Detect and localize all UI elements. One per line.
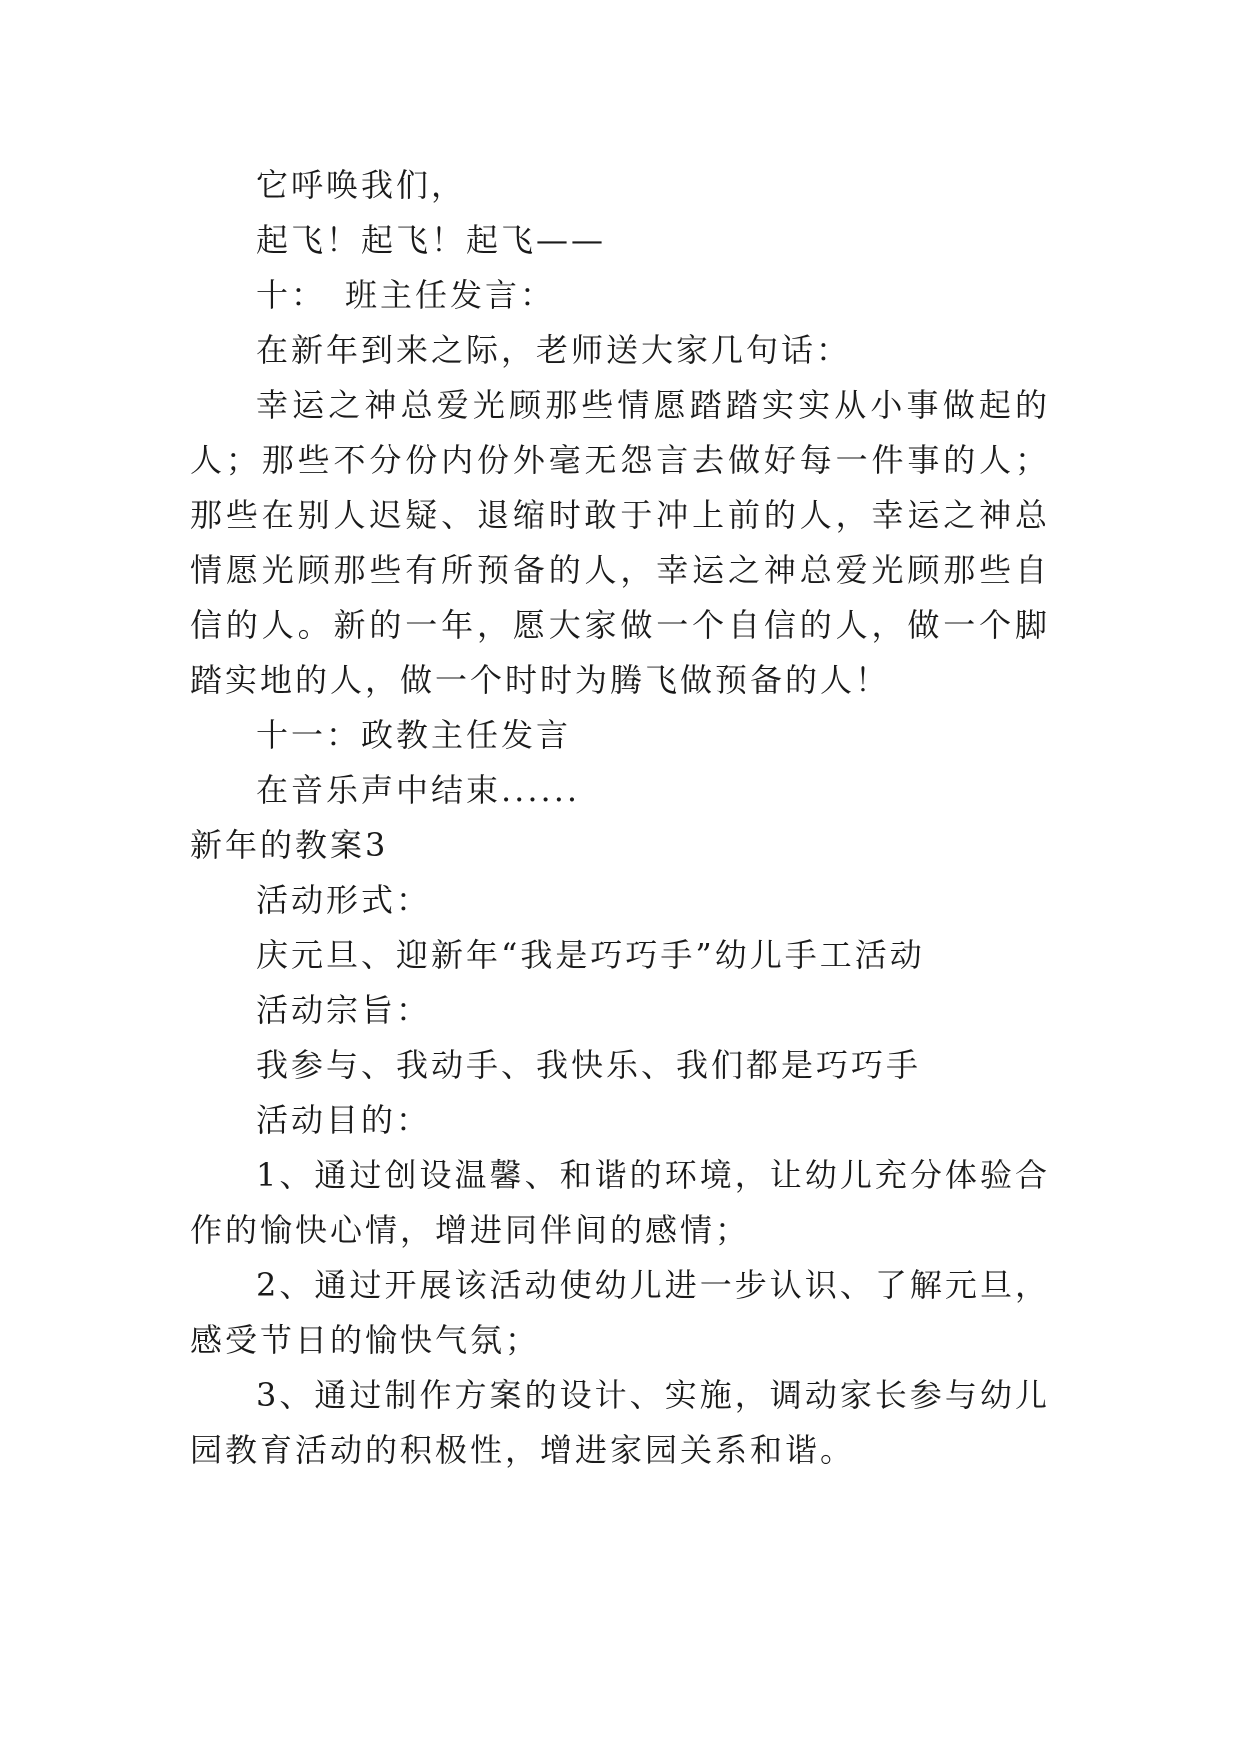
text-line: 在新年到来之际，老师送大家几句话：	[256, 331, 852, 369]
text-line: 在音乐声中结束......	[256, 771, 581, 809]
label-activity-purpose: 活动宗旨：	[256, 991, 432, 1029]
text-line: 起飞！起飞！起飞——	[256, 221, 607, 259]
label-activity-form: 活动形式：	[256, 881, 432, 919]
text-line: 十一：政教主任发言	[256, 716, 572, 754]
value-activity-form: 庆元旦、迎新年“我是巧巧手”幼儿手工活动	[256, 936, 925, 974]
paragraph-luck: 幸运之神总爱光顾那些情愿踏踏实实从小事做起的人；那些不分份内份外毫无怨言去做好每一件事的人；那些在别人迟疑、退缩时敢于冲上前的人，幸运之神总情愿光顾那些有所预备的人，幸运之神总爱光顾那些自信的人。新的一年，愿大家做一个自信的人，做一个脚踏实地的人，做一个时时为腾飞做预备的人！	[190, 386, 1050, 699]
text-line: 十： 班主任发言：	[256, 276, 556, 314]
document-body	[190, 158, 1050, 1478]
goal-item-1: 1、通过创设温馨、和谐的环境，让幼儿充分体验合作的愉快心情，增进同伴间的感情；	[190, 1156, 1050, 1249]
label-activity-goal: 活动目的：	[256, 1101, 432, 1139]
section-heading: 新年的教案3	[190, 826, 389, 864]
goal-item-3: 3、通过制作方案的设计、实施，调动家长参与幼儿园教育活动的积极性，增进家园关系和谐。	[190, 1376, 1050, 1469]
goal-item-2: 2、通过开展该活动使幼儿进一步认识、了解元旦，感受节日的愉快气氛；	[190, 1266, 1050, 1359]
text-line: 它呼唤我们，	[256, 166, 467, 204]
value-activity-purpose: 我参与、我动手、我快乐、我们都是巧巧手	[256, 1046, 922, 1084]
